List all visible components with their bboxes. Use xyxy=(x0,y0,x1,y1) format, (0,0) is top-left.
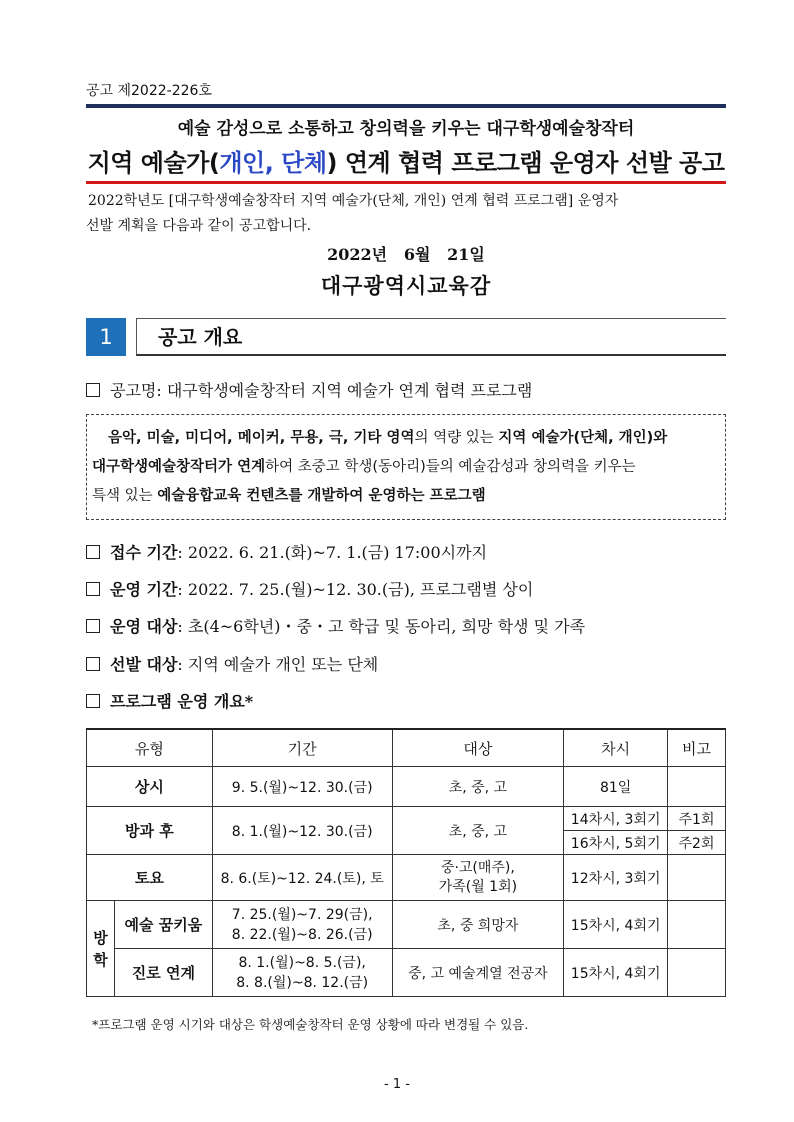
bullet-receipt-period xyxy=(86,540,487,563)
document-subtitle: 예술 감성으로 소통하고 창의력을 키우는 대구학생예술창작터 xyxy=(177,119,635,139)
cell-target: 초, 중, 고 xyxy=(392,807,564,855)
cell-note xyxy=(668,855,726,901)
title-highlight: 개인, 단체 xyxy=(219,149,327,177)
cell-sessions: 15차시, 4회기 xyxy=(564,901,668,949)
cell-sessions: 16차시, 5회기 xyxy=(564,831,668,855)
checkbox-icon xyxy=(86,694,100,708)
checkbox-icon xyxy=(86,582,100,596)
cell-period-line-1: 7. 25.(월)~7. 29(금), xyxy=(231,906,373,923)
notice-date: 2022년 6월 21일 xyxy=(327,245,485,264)
header-note: 비고 xyxy=(668,729,726,767)
bullet-value: : 2022. 6. 21.(화)~7. 1.(금) 17:00시까지 xyxy=(177,543,488,562)
table-row xyxy=(87,807,726,831)
cell-target: 중, 고 예술계열 전공자 xyxy=(392,949,564,997)
title-part-3: ) 연계 협력 프로그램 운영자 선발 공고 xyxy=(326,149,725,177)
desc-text-5: 하여 초중고 학생(동아리)들의 예술감성과 창의력을 키우는 xyxy=(265,459,636,475)
desc-bold-3: 지역 예술가(단체, 개인)와 xyxy=(498,430,668,446)
table-footnote: *프로그램 운영 시기와 대상은 학생예술창작터 운영 상황에 따라 변경될 수 있음. xyxy=(92,1017,529,1032)
cell-sessions: 14차시, 3회기 xyxy=(564,807,668,831)
bullet-label: 프로그램 운영 개요* xyxy=(110,692,254,711)
bullet-value: : 2022. 7. 25.(월)~12. 30.(금), 프로그램별 상이 xyxy=(177,580,534,599)
section-title: 공고 개요 xyxy=(158,325,243,349)
desc-text-2: 의 역량 있는 xyxy=(414,430,499,446)
cell-type: 상시 xyxy=(87,767,213,807)
vacation-label-1: 방 xyxy=(93,928,108,947)
bullet-label: 접수 기간 xyxy=(110,543,178,562)
intro-line-2: 선발 계획을 다음과 같이 공고합니다. xyxy=(86,218,312,234)
header-target: 대상 xyxy=(392,729,564,767)
header-period: 기간 xyxy=(212,729,392,767)
intro-paragraph xyxy=(86,189,726,239)
document-title xyxy=(86,143,726,178)
bullet-notice-name xyxy=(86,378,532,401)
bullet-selection-target xyxy=(86,652,378,675)
cell-note xyxy=(668,901,726,949)
bullet-label: 공고명 xyxy=(110,381,157,400)
cell-period: 8. 1.(월)~12. 30.(금) xyxy=(212,807,392,855)
description-text xyxy=(92,424,722,511)
checkbox-icon xyxy=(86,619,100,633)
header-type: 유형 xyxy=(87,729,213,767)
notice-number: 공고 제2022-226호 xyxy=(86,83,212,99)
cell-sessions: 81일 xyxy=(564,767,668,807)
cell-target: 초, 중, 고 xyxy=(392,767,564,807)
page-number: - 1 - xyxy=(384,1077,410,1092)
vacation-label-2: 학 xyxy=(93,950,108,969)
desc-bold-1: 음악, 미술, 미디어, 메이커, 무용, 극, 기타 영역 xyxy=(108,430,415,446)
cell-target-line-1: 중·고(매주), xyxy=(440,859,515,876)
bullet-label: 선발 대상 xyxy=(110,655,178,674)
cell-period-line-1: 8. 1.(월)~8. 5.(금), xyxy=(238,954,366,971)
cell-target xyxy=(392,855,564,901)
bullet-value: : 초(4~6학년)・중・고 학급 및 동아리, 희망 학생 및 가족 xyxy=(177,617,586,636)
checkbox-icon xyxy=(86,383,100,397)
cell-note xyxy=(668,949,726,997)
desc-bold-7: 예술융합교육 컨텐츠를 개발하여 운영하는 프로그램 xyxy=(157,488,486,504)
bullet-label: 운영 대상 xyxy=(110,617,178,636)
issuer-name: 대구광역시교육감 xyxy=(320,273,492,298)
checkbox-icon xyxy=(86,545,100,559)
cell-period-line-2: 8. 22.(월)~8. 26.(금) xyxy=(231,926,373,943)
desc-bold-4: 대구학생예술창작터가 연계 xyxy=(92,459,266,475)
table-row xyxy=(87,949,726,997)
table-row xyxy=(87,767,726,807)
cell-period xyxy=(212,901,392,949)
section-number: 1 xyxy=(86,318,126,356)
bullet-operation-target xyxy=(86,614,585,637)
cell-period: 8. 6.(토)~12. 24.(토), 토 xyxy=(212,855,392,901)
cell-type: 진로 연계 xyxy=(114,949,212,997)
cell-sessions: 12차시, 3회기 xyxy=(564,855,668,901)
header-rule-bottom xyxy=(86,181,726,184)
bullet-value: : 지역 예술가 개인 또는 단체 xyxy=(177,655,379,674)
cell-type: 예술 꿈키움 xyxy=(114,901,212,949)
cell-type: 토요 xyxy=(87,855,213,901)
cell-vacation-group xyxy=(87,901,115,997)
intro-line-1: 2022학년도 [대구학생예술창작터 지역 예술가(단체, 개인) 연계 협력 프로그램] 운영자 xyxy=(88,193,619,209)
bullet-label: 운영 기간 xyxy=(110,580,178,599)
cell-period: 9. 5.(월)~12. 30.(금) xyxy=(212,767,392,807)
cell-sessions: 15차시, 4회기 xyxy=(564,949,668,997)
title-part-1: 지역 예술가( xyxy=(87,149,220,177)
cell-note: 주2회 xyxy=(668,831,726,855)
table-row xyxy=(87,855,726,901)
bullet-program-overview xyxy=(86,689,253,712)
bullet-operation-period xyxy=(86,577,533,600)
cell-target-line-2: 가족(월 1회) xyxy=(438,878,518,895)
program-table xyxy=(86,728,726,997)
desc-text-6: 특색 있는 xyxy=(92,488,158,504)
cell-note: 주1회 xyxy=(668,807,726,831)
table-row xyxy=(87,901,726,949)
table-header-row xyxy=(87,729,726,767)
cell-note xyxy=(668,767,726,807)
cell-target: 초, 중 희망자 xyxy=(392,901,564,949)
cell-type: 방과 후 xyxy=(87,807,213,855)
checkbox-icon xyxy=(86,657,100,671)
header-rule-top xyxy=(86,104,726,108)
header-sessions: 차시 xyxy=(564,729,668,767)
cell-period-line-2: 8. 8.(월)~8. 12.(금) xyxy=(236,974,369,991)
cell-period xyxy=(212,949,392,997)
bullet-value: : 대구학생예술창작터 지역 예술가 연계 협력 프로그램 xyxy=(156,381,533,400)
